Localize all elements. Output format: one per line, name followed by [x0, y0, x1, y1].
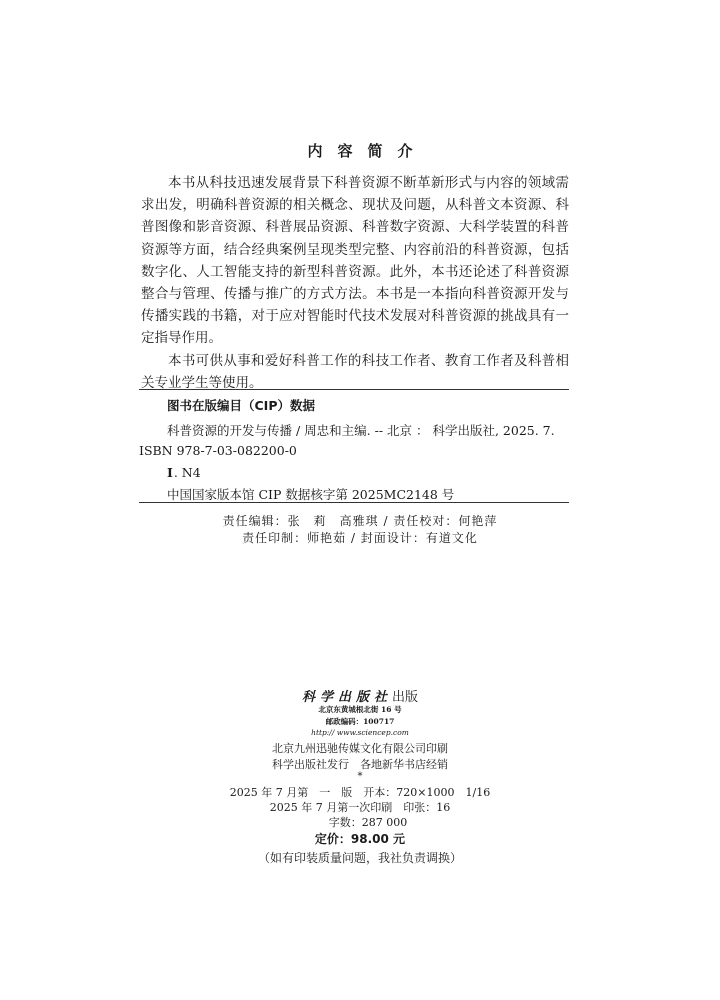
- print-run-line: 2025 年 7 月第一次印刷 印张：16: [269, 801, 451, 814]
- summary-body: [141, 172, 569, 394]
- cip-roman-numeral: Ⅰ: [167, 465, 173, 480]
- cip-classification-line: [167, 465, 201, 480]
- summary-paragraph: 本书从科技迅速发展背景下科普资源不断革新形式与内容的领域需求出发，明确科普资源的相关概念、现状及问题，从科普文本资源、科普图像和影音资源、科普展品资源、科普数字资源、大科学装置的科普资源等方面，结合经典案例呈现类型完整、内容前沿的科普资源，包括数字化、人工智能支持的新型科普资源。此外，本书还论述了科普资源整合与管理、传播与推广的方式方法。本书是一本指向科普资源开发与传播实践的书籍，对于应对智能时代技术发展对科普资源的挑战具有一定指导作用。: [141, 175, 569, 347]
- word-count-line: 字数：287 000: [328, 816, 408, 829]
- price-line: 定价：98.00 元: [314, 832, 406, 846]
- publisher-name: [0, 686, 720, 705]
- cip-isbn-line: ISBN 978-7-03-082200-0: [139, 443, 297, 458]
- separator-star: *: [357, 771, 363, 782]
- summary-paragraph: 本书可供从事和爱好科普工作的科技工作者、教育工作者及科普相关专业学生等使用。: [141, 352, 569, 391]
- cip-title-line: 科普资源的开发与传播 / 周忠和主编. -- 北京 ： 科学出版社, 2025. 7.: [167, 423, 555, 438]
- edition-line: 2025 年 7 月第 一 版 开本：720×1000 1/16: [229, 786, 491, 799]
- publisher-address: 北京东黄城根北街 16 号: [318, 705, 402, 714]
- cip-heading: 图书在版编目（CIP）数据: [167, 398, 315, 413]
- summary-title: 内容简介: [307, 142, 428, 160]
- publisher-suffix: 出版: [392, 690, 419, 705]
- publisher-logo-text: 科学出版社: [301, 690, 392, 705]
- publisher-url: http:// www.sciencep.com: [311, 728, 409, 737]
- printer-line: 北京九州迅驰传媒文化有限公司印刷: [272, 742, 448, 755]
- publisher-postcode: 邮政编码：100717: [325, 717, 395, 726]
- distributor-line: 科学出版社发行 各地新华书店经销: [272, 758, 448, 771]
- quality-notice: （如有印装质量问题，我社负责调换）: [257, 851, 462, 865]
- cip-block: [139, 389, 569, 503]
- editors-line-2: 责任印制：师艳茹 / 封面设计：有道文化: [242, 531, 478, 545]
- editors-line-1: 责任编辑：张 莉 高雅琪 / 责任校对：何艳萍: [222, 514, 498, 528]
- cip-classification-code: . N4: [173, 465, 201, 480]
- cip-record-number-line: 中国国家版本馆 CIP 数据核字第 2025MC2148 号: [167, 487, 455, 502]
